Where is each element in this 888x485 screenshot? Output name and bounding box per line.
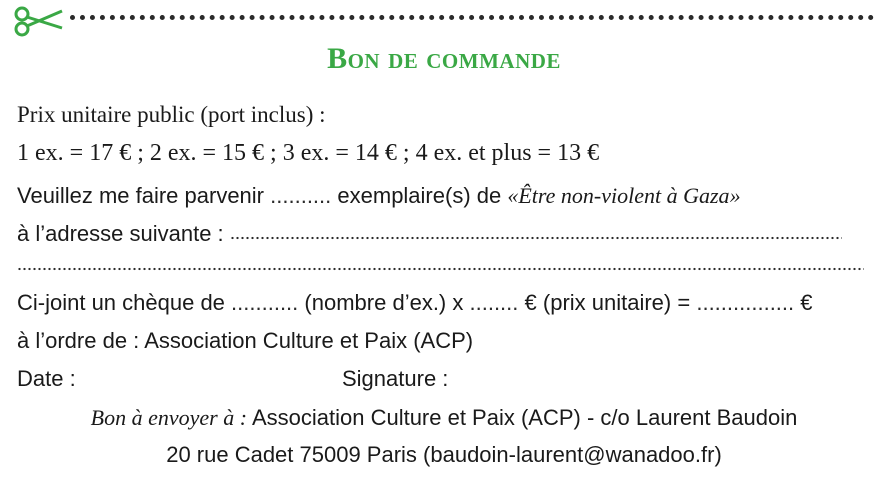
cheque-mid2: € (prix unitaire) = (524, 290, 691, 315)
send-to-label: Bon à envoyer à : (90, 405, 248, 430)
send-to-line (0, 405, 888, 431)
address-label: à l’adresse suivante : (17, 221, 224, 246)
cheque-quantity-blank[interactable]: ........... (231, 290, 299, 315)
address-field-1[interactable] (230, 235, 842, 241)
request-middle: exemplaire(s) de (337, 183, 502, 208)
order-line: à l’ordre de : Association Culture et Paix (ACP) (17, 328, 474, 353)
cheque-total-blank[interactable]: ................ (696, 290, 795, 315)
send-to-value: Association Culture et Paix (ACP) - c/o Laurent Baudoin (251, 405, 798, 430)
cut-line (70, 15, 874, 20)
cheque-unit-price-blank[interactable]: ........ (469, 290, 519, 315)
cheque-suffix: € (800, 290, 813, 315)
date-label: Date : (17, 366, 76, 391)
footer-address: 20 rue Cadet 75009 Paris (baudoin-laurent@wanadoo.fr) (166, 442, 722, 467)
request-line (17, 183, 741, 209)
title-rest: on de commande (347, 42, 561, 75)
quote-close: » (729, 183, 741, 208)
signature-label: Signature : (342, 366, 449, 391)
book-title: Être non-violent à Gaza (518, 183, 730, 208)
address-field-2[interactable] (17, 266, 864, 272)
price-list: 1 ex. = 17 € ; 2 ex. = 15 € ; 3 ex. = 14 € ; 4 ex. et plus = 13 € (17, 140, 600, 166)
form-title (0, 42, 888, 76)
quantity-blank[interactable]: .......... (270, 183, 332, 208)
cheque-mid1: (nombre d’ex.) x (304, 290, 464, 315)
address-line (17, 221, 842, 247)
price-intro: Prix unitaire public (port inclus) : (17, 102, 326, 127)
cheque-line (17, 290, 813, 316)
request-prefix: Veuillez me faire parvenir (17, 183, 265, 208)
title-initial: B (327, 42, 348, 75)
quote-open: « (507, 183, 519, 208)
cheque-prefix: Ci-joint un chèque de (17, 290, 225, 315)
date-signature-line (17, 366, 76, 392)
scissors-icon (12, 4, 68, 38)
